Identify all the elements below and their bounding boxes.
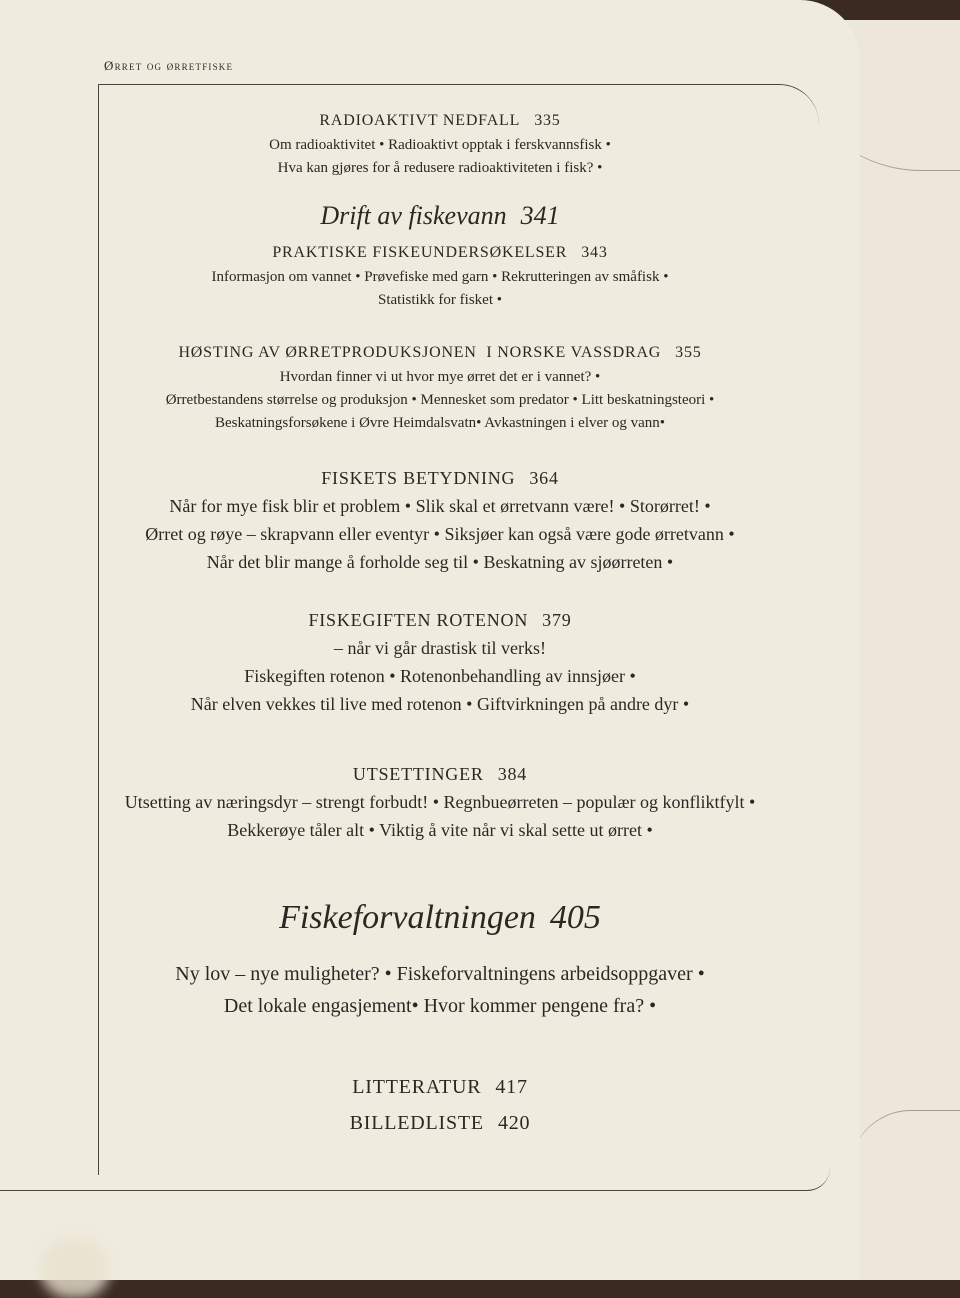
toc-section-s5: [40, 606, 840, 718]
subtopic-line: Hvordan finner vi ut hvor mye ørret det er i vannet? •: [279, 369, 601, 385]
chapter-title: FISKETS BETYDNING: [321, 468, 516, 488]
subtopic-line: Bekkerøye tåler alt • Viktig å vite når vi skal sette ut ørret •: [227, 820, 653, 840]
subtopic-line: Når for mye fisk blir et problem • Slik skal et ørretvann være! • Storørret! •: [169, 496, 711, 516]
chapter-page-number: 343: [581, 244, 608, 261]
chapter-heading: [40, 1108, 840, 1138]
chapter-heading: [40, 464, 840, 492]
part-page-number: 405: [549, 899, 601, 936]
page-frame-bottom: [0, 1168, 830, 1191]
subtopic-line: Utsetting av næringsdyr – strengt forbudt! • Regnbueørreten – populær og konfliktfylt •: [124, 792, 756, 812]
chapter-page-number: 364: [529, 468, 559, 488]
chapter-heading: [40, 340, 840, 366]
chapter-heading: [40, 606, 840, 634]
subtopic-line: Beskatningsforsøkene i Øvre Heimdalsvatn• Avkastningen i elver og vann•: [214, 415, 666, 431]
chapter-title: PRAKTISKE FISKEUNDERSØKELSER: [272, 244, 568, 261]
part-title: [40, 198, 840, 234]
chapter-page-number: 420: [497, 1112, 531, 1134]
subtopic-line: Ørret og røye – skrapvann eller eventyr • Siksjøer kan også være gode ørretvann •: [145, 524, 735, 544]
chapter-title: UTSETTINGER: [352, 764, 484, 784]
part-title: [40, 896, 840, 940]
chapter-title: BILLEDLISTE: [349, 1112, 484, 1134]
chapter-title: RADIOAKTIVT NEDFALL: [319, 112, 521, 129]
subtopic-line: Ny lov – nye muligheter? • Fiskeforvaltningens arbeidsoppgaver •: [175, 963, 705, 985]
toc-section-s9: [40, 1108, 840, 1138]
running-header: Ørret og ørretfiske: [104, 58, 234, 73]
chapter-page-number: 384: [497, 764, 528, 784]
subtopic-line: – når vi går drastisk til verks!: [334, 638, 546, 658]
toc-section-s3: [40, 340, 840, 435]
subtopic-line: Informasjon om vannet • Prøvefiske med garn • Rekrutteringen av småfisk •: [211, 269, 669, 285]
subtopic-line: Når det blir mange å forholde seg til • Beskatning av sjøørreten •: [206, 552, 674, 572]
subtopic-line: Det lokale engasjement• Hvor kommer pengene fra? •: [223, 995, 657, 1017]
subtopic-line: Fiskegiften rotenon • Rotenonbehandling av innsjøer •: [244, 666, 636, 686]
subtopic-line: Om radioaktivitet • Radioaktivt opptak i ferskvannsfisk •: [269, 137, 611, 153]
toc-section-s6: [40, 760, 840, 844]
chapter-title: FISKEGIFTEN ROTENON: [308, 610, 529, 630]
part-title-text: Fiskeforvaltningen: [279, 899, 536, 936]
chapter-page-number: 335: [534, 112, 561, 129]
part-title-text: Drift av fiskevann: [320, 201, 507, 230]
chapter-title: HØSTING AV ØRRETPRODUKSJONEN I NORSKE VASSDRAG: [178, 344, 662, 361]
toc-section-s7: [40, 958, 840, 1022]
chapter-heading: [40, 760, 840, 788]
toc-section-s4: [40, 464, 840, 576]
subtopic-line: Hva kan gjøres for å redusere radioaktiviteten i fisk? •: [277, 160, 603, 176]
chapter-heading: [40, 1072, 840, 1102]
toc-section-s8: [40, 1072, 840, 1102]
toc-section-s1: [40, 108, 840, 180]
subtopic-line: Ørretbestandens størrelse og produksjon • Mennesket som predator • Litt beskatningsteori •: [165, 392, 715, 408]
toc-section-s2: [40, 240, 840, 312]
part-page-number: 341: [520, 201, 560, 230]
toc-section-p2: [40, 896, 840, 940]
toc-section-p1: [40, 198, 840, 234]
subtopic-line: Statistikk for fisket •: [378, 292, 502, 308]
chapter-page-number: 355: [675, 344, 702, 361]
chapter-heading: [40, 240, 840, 266]
chapter-title: LITTERATUR: [352, 1076, 482, 1098]
thumb: [40, 1238, 110, 1298]
subtopic-line: Når elven vekkes til live med rotenon • Giftvirkningen på andre dyr •: [190, 694, 690, 714]
chapter-heading: [40, 108, 840, 134]
chapter-page-number: 379: [542, 610, 572, 630]
chapter-page-number: 417: [495, 1076, 528, 1098]
